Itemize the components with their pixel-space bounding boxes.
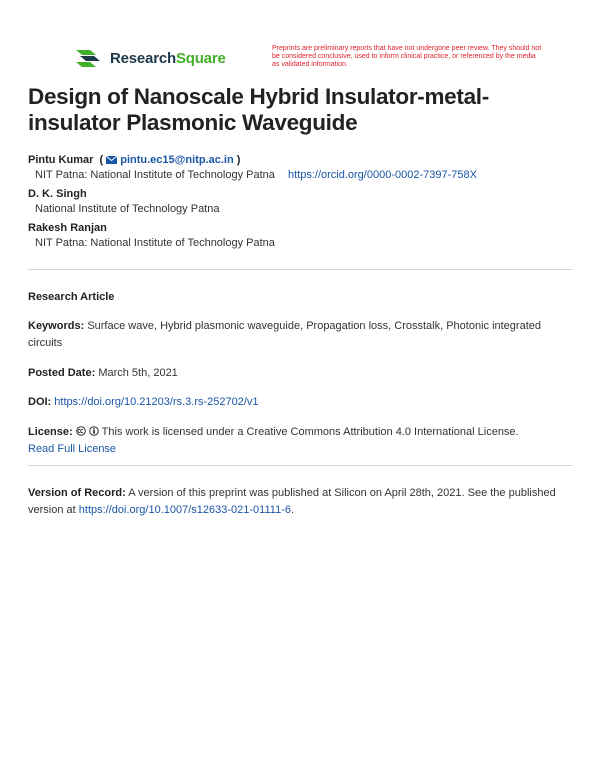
keywords-label: Keywords: bbox=[28, 320, 85, 332]
brand-name[interactable] bbox=[110, 50, 226, 67]
doi-label: DOI: bbox=[28, 396, 52, 408]
author-list bbox=[28, 153, 578, 255]
paper-title: Design of Nanoscale Hybrid Insulator-metal-insulator Plasmonic Waveguide bbox=[28, 84, 489, 135]
attribution-icon bbox=[89, 426, 99, 436]
posted-date-value: March 5th, 2021 bbox=[98, 367, 178, 379]
author-1-affiliation bbox=[35, 168, 578, 183]
author-3-affiliation: NIT Patna: National Institute of Technology Patna bbox=[35, 237, 275, 249]
preprint-disclaimer: Preprints are preliminary reports that have not undergone peer review. They should not be considered conclusive, used to inform clinical practice, or referenced by the media as validated information. bbox=[272, 45, 542, 69]
author-1-affiliation-text: NIT Patna: National Institute of Technology Patna bbox=[35, 169, 275, 181]
site-header bbox=[74, 46, 226, 70]
version-link[interactable]: https://doi.org/10.1007/s12633-021-01111-6 bbox=[78, 504, 291, 516]
doi bbox=[28, 394, 573, 411]
article-type-label: Research Article bbox=[28, 291, 115, 303]
version-suffix: . bbox=[290, 504, 295, 516]
author-1 bbox=[28, 153, 578, 168]
version-text: A version of this preprint was published at Silicon on April 28th, 2021. See the published version at bbox=[28, 487, 556, 516]
author-2-name: D. K. Singh bbox=[28, 188, 87, 200]
divider-top bbox=[28, 269, 573, 270]
version-label: Version of Record: bbox=[28, 487, 126, 499]
license-label: License: bbox=[28, 426, 73, 438]
author-1-email-wrap: ( pintu.ec15@nitp.ac.in ) bbox=[96, 154, 241, 166]
divider-bottom bbox=[28, 465, 573, 466]
license-text: This work is licensed under a Creative Commons Attribution 4.0 International License. bbox=[101, 426, 519, 438]
envelope-icon bbox=[106, 156, 117, 164]
author-1-email-link[interactable]: pintu.ec15@nitp.ac.in bbox=[120, 154, 234, 166]
research-square-logo-icon bbox=[74, 46, 104, 70]
author-2-affiliation: National Institute of Technology Patna bbox=[35, 203, 220, 215]
version-of-record bbox=[28, 485, 573, 519]
cc-icon bbox=[76, 426, 86, 436]
read-full-license-link[interactable]: Read Full License bbox=[28, 443, 117, 455]
brand-main: Research bbox=[110, 49, 176, 67]
posted-date-label: Posted Date: bbox=[28, 367, 96, 379]
author-1-orcid-link[interactable]: https://orcid.org/0000-0002-7397-758X bbox=[287, 169, 477, 181]
keywords bbox=[28, 318, 573, 352]
author-1-name: Pintu Kumar bbox=[28, 154, 94, 166]
author-3-name: Rakesh Ranjan bbox=[28, 222, 107, 234]
keywords-value: Surface wave, Hybrid plasmonic waveguide, Propagation loss, Crosstalk, Photonic integrated circuits bbox=[28, 320, 541, 349]
doi-link[interactable]: https://doi.org/10.21203/rs.3.rs-252702/v1 bbox=[54, 396, 259, 408]
license bbox=[28, 424, 573, 458]
posted-date bbox=[28, 365, 573, 382]
article-type bbox=[28, 289, 573, 306]
brand-accent: Square bbox=[175, 49, 226, 67]
